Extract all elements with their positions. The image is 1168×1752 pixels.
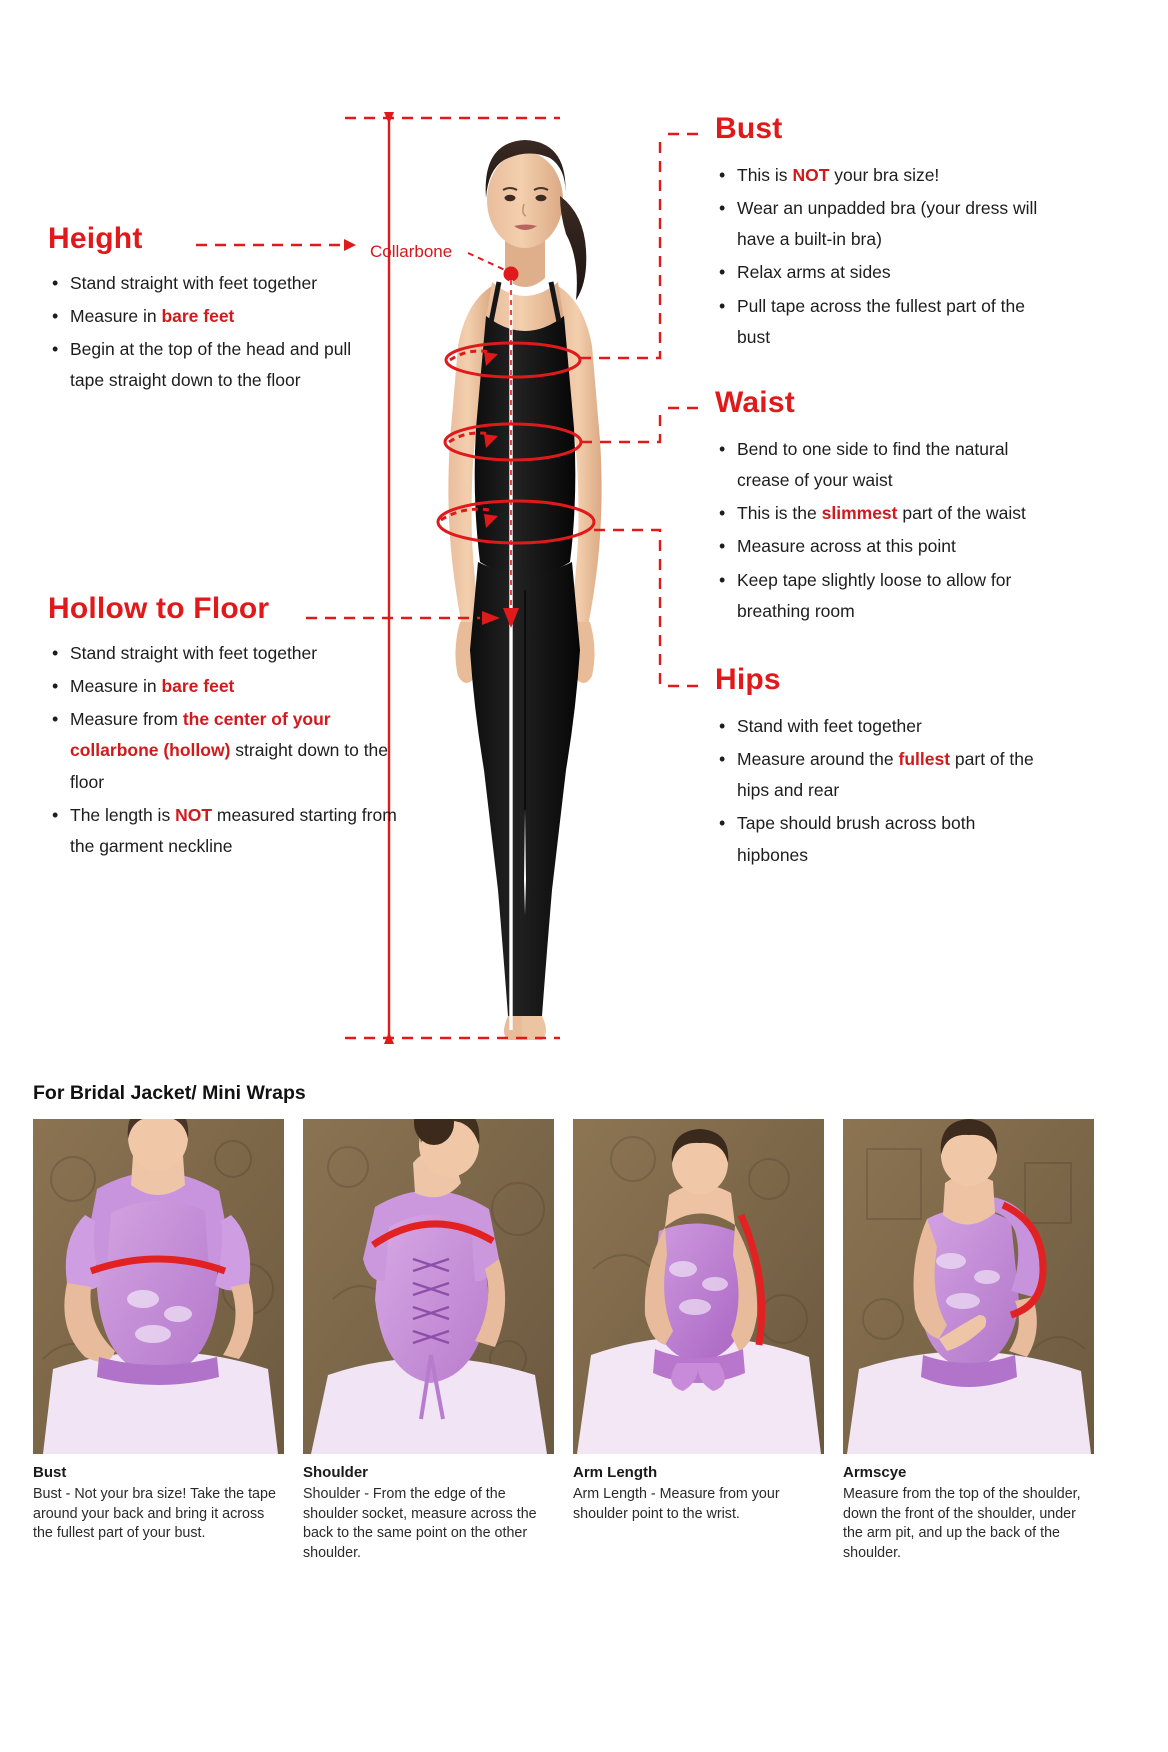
list-item: • Wear an unpadded bra (your dress will have a built-in bra)	[715, 193, 1045, 255]
section-hollow-to-floor-title: Hollow to Floor	[48, 592, 270, 625]
section-hollow-to-floor-bullets	[48, 638, 408, 862]
card-arm-length-photo	[573, 1119, 824, 1454]
section-waist-title: Waist	[715, 386, 795, 419]
card-shoulder	[303, 1119, 554, 1564]
list-item: • Tape should brush across both hipbones	[715, 808, 1045, 870]
card-arm-length-title: Arm Length	[573, 1464, 658, 1481]
section-bust-title: Bust	[715, 112, 783, 145]
card-arm-length	[573, 1119, 824, 1564]
collarbone-label: Collarbone	[370, 242, 453, 261]
list-item: • Measure in bare feet	[48, 671, 408, 702]
card-shoulder-title: Shoulder	[303, 1464, 369, 1481]
list-item: • Measure around the fullest part of the hips and rear	[715, 744, 1045, 806]
section-hips-title: Hips	[715, 663, 781, 696]
section-bust-bullets	[715, 160, 1045, 353]
section-waist	[715, 386, 1045, 629]
section-hollow-to-floor	[48, 592, 408, 864]
list-item: • Relax arms at sides	[715, 257, 1045, 288]
section-height	[48, 222, 378, 399]
list-item: • Begin at the top of the head and pull tape straight down to the floor	[48, 334, 378, 396]
section-bust	[715, 112, 1045, 355]
section-hips	[715, 663, 1045, 873]
card-armscye-photo	[843, 1119, 1094, 1454]
list-item: • Bend to one side to find the natural crease of your waist	[715, 434, 1045, 496]
card-armscye	[843, 1119, 1094, 1564]
card-shoulder-photo	[303, 1119, 554, 1454]
list-item: • Stand straight with feet together	[48, 268, 378, 299]
list-item: • Measure across at this point	[715, 531, 1045, 562]
bridal-jacket-cards	[33, 1119, 1137, 1564]
card-armscye-title: Armscye	[843, 1464, 907, 1481]
section-hips-bullets	[715, 711, 1045, 871]
list-item: • The length is NOT measured starting from the garment neckline	[48, 800, 408, 862]
card-shoulder-text: Shoulder - From the edge of the shoulder socket, measure across the back to the same point on the other shoulder.	[303, 1486, 537, 1562]
list-item: • Measure in bare feet	[48, 301, 378, 332]
bridal-jacket-title: For Bridal Jacket/ Mini Wraps	[33, 1082, 306, 1104]
list-item: • Measure from the center of your collarbone (hollow) straight down to the floor	[48, 704, 408, 797]
card-bust	[33, 1119, 284, 1564]
card-bust-text: Bust - Not your bra size! Take the tape around your back and bring it across the fullest part of your bust.	[33, 1486, 276, 1542]
list-item: • Stand with feet together	[715, 711, 1045, 742]
section-height-title: Height	[48, 222, 143, 255]
list-item: • This is the slimmest part of the waist	[715, 498, 1045, 529]
list-item: • Keep tape slightly loose to allow for breathing room	[715, 565, 1045, 627]
card-bust-photo	[33, 1119, 284, 1454]
list-item: • Pull tape across the fullest part of the bust	[715, 291, 1045, 353]
card-armscye-text: Measure from the top of the shoulder, down the front of the shoulder, under the arm pit, and up the back of the shoulder.	[843, 1486, 1081, 1562]
card-arm-length-text: Arm Length - Measure from your shoulder point to the wrist.	[573, 1486, 780, 1522]
section-waist-bullets	[715, 434, 1045, 627]
card-bust-title: Bust	[33, 1464, 67, 1481]
section-height-bullets	[48, 268, 378, 397]
list-item: • Stand straight with feet together	[48, 638, 408, 669]
list-item: • This is NOT your bra size!	[715, 160, 1045, 191]
